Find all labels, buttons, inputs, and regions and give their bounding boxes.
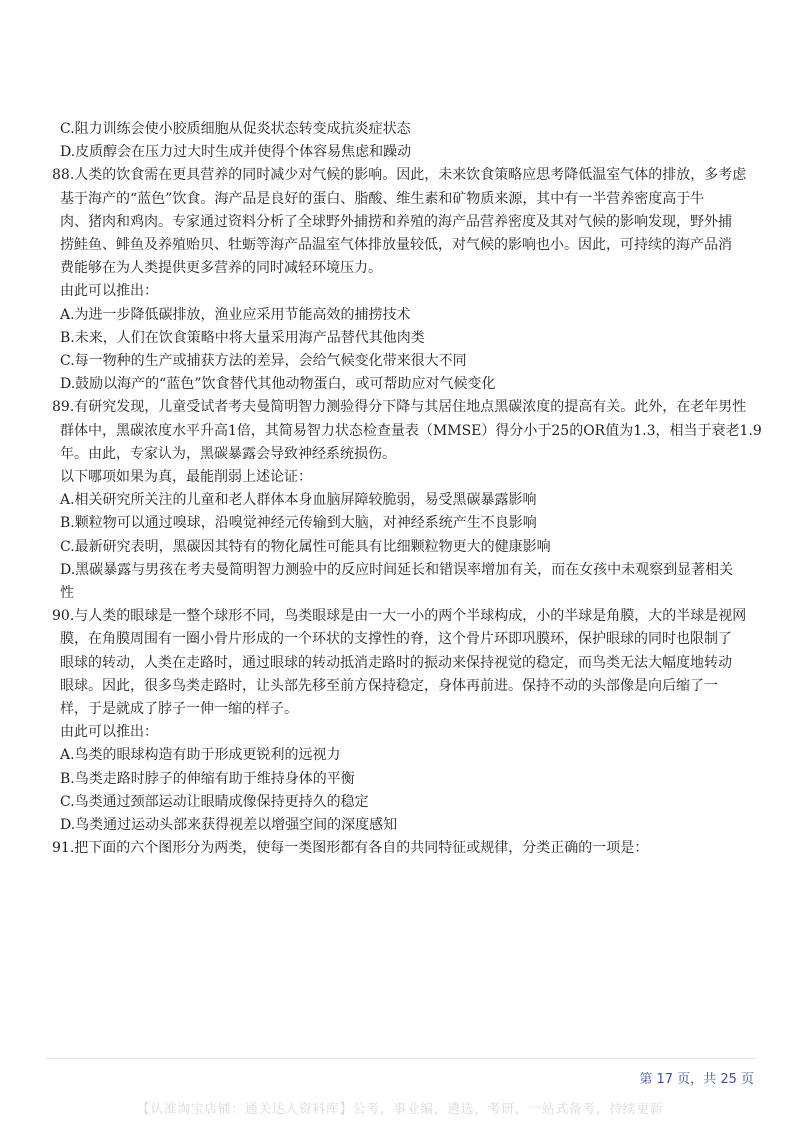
option-b: B.未来，人们在饮食策略中将大量采用海产品替代其他肉类 <box>60 329 425 346</box>
question-88 <box>52 164 752 396</box>
option-d: D.皮质醇会在压力过大时生成并使得个体容易焦虑和躁动 <box>60 144 412 161</box>
question-89-prompt: 以下哪项如果为真，最能削弱上述论证： <box>60 469 312 486</box>
question-88-stem-line-5: 费能够在为人类提供更多营养的同时减轻环境压力。 <box>60 260 382 277</box>
question-88-stem-line-2: 基于海产的“蓝色”饮食。海产品是良好的蛋白、脂酸、维生素和矿物质来源，其中有一半营养密度高于牛 <box>60 190 705 207</box>
option-d-continued: 性 <box>60 585 74 602</box>
option-d: D.黑碳暴露与男孩在考夫曼简明智力测验中的反应时间延长和错误率增加有关，而在女孩中未观察到显著相关 <box>60 561 734 578</box>
question-90 <box>52 605 752 837</box>
question-90-stem-line-2: 膜，在角膜周围有一圈小骨片形成的一个环状的支撑性的脊，这个骨片环即巩膜环，保护眼球的同时也限制了 <box>60 631 732 648</box>
question-89-stem-line-2: 群体中，黑碳浓度水平升高1倍，其简易智力状态检查量表（MMSE）得分小于25的OR值为1.3，相当于衰老1.9 <box>60 422 762 439</box>
question-89 <box>52 396 762 605</box>
question-90-stem-line-4: 眼球。因此，很多鸟类走路时，让头部先移至前方保持稳定，身体再前进。保持不动的头部像是向后缩了一 <box>60 677 718 694</box>
option-c: C.最新研究表明，黑碳因其特有的物化属性可能具有比细颗粒物更大的健康影响 <box>60 538 551 555</box>
question-88-stem-line-3: 肉、猪肉和鸡肉。专家通过资料分析了全球野外捕捞和养殖的海产品营养密度及其对气候的影响发现，野外捕 <box>60 213 732 230</box>
option-c: C.鸟类通过颈部运动让眼睛成像保持更持久的稳定 <box>60 793 369 810</box>
page-number: 第 17 页，共 25 页 <box>639 1072 754 1087</box>
question-90-prompt: 由此可以推出： <box>60 724 158 741</box>
option-a: A.相关研究所关注的儿童和老人群体本身血脑屏障较脆弱，易受黑碳暴露影响 <box>60 492 537 509</box>
question-91 <box>52 837 752 860</box>
question-89-stem-line-1: 89.有研究发现，儿童受试者考夫曼简明智力测验得分下降与其居住地点黑碳浓度的提高有关。此外，在老年男性 <box>52 399 747 416</box>
option-b: B.颗粒物可以通过嗅球，沿嗅觉神经元传输到大脑，对神经系统产生不良影响 <box>60 515 537 532</box>
footer-divider <box>46 1058 756 1059</box>
question-91-stem: 91.把下面的六个图形分为两类，使每一类图形都有各自的共同特征或规律，分类正确的一项是： <box>52 840 649 857</box>
option-c: C.每一物种的生产或捕获方法的差异，会给气候变化带来很大不同 <box>60 353 467 370</box>
question-87-options <box>52 118 752 164</box>
option-a: A.鸟类的眼球构造有助于形成更锐利的远视力 <box>60 747 341 764</box>
question-90-stem-line-3: 眼球的转动，人类在走路时，通过眼球的转动抵消走路时的振动来保持视觉的稳定，而鸟类无法大幅度地转动 <box>60 654 732 671</box>
question-90-stem-line-5: 样，于是就成了脖子一伸一缩的样子。 <box>60 701 298 718</box>
question-88-stem-line-1: 88.人类的饮食需在更具营养的同时减少对气候的影响。因此，未来饮食策略应思考降低温室气体的排放，多考虑 <box>52 167 747 184</box>
option-d: D.鼓励以海产的“蓝色”饮食替代其他动物蛋白，或可帮助应对气候变化 <box>60 376 496 393</box>
option-a: A.为进一步降低碳排放，渔业应采用节能高效的捕捞技术 <box>60 306 411 323</box>
page-content <box>52 118 762 861</box>
question-89-stem-line-3: 年。由此，专家认为，黑碳暴露会导致神经系统损伤。 <box>60 445 396 462</box>
option-b: B.鸟类走路时脖子的伸缩有助于维持身体的平衡 <box>60 770 355 787</box>
question-88-stem-line-4: 捞鲑鱼、鲱鱼及养殖贻贝、牡蛎等海产品温室气体排放量较低，对气候的影响也小。因此，可持续的海产品消 <box>60 237 732 254</box>
option-c: C.阻力训练会使小胶质细胞从促炎状态转变成抗炎症状态 <box>60 121 411 137</box>
question-90-stem-line-1: 90.与人类的眼球是一整个球形不同，鸟类眼球是由一大一小的两个半球构成，小的半球是角膜，大的半球是视网 <box>52 608 747 625</box>
option-d: D.鸟类通过运动头部来获得视差以增强空间的深度感知 <box>60 817 398 834</box>
watermark-text: 【认准淘宝店铺：通关达人资料库】公考，事业编，遴选，考研，一站式备考，持续更新 <box>136 1102 664 1117</box>
question-88-prompt: 由此可以推出： <box>60 283 158 300</box>
